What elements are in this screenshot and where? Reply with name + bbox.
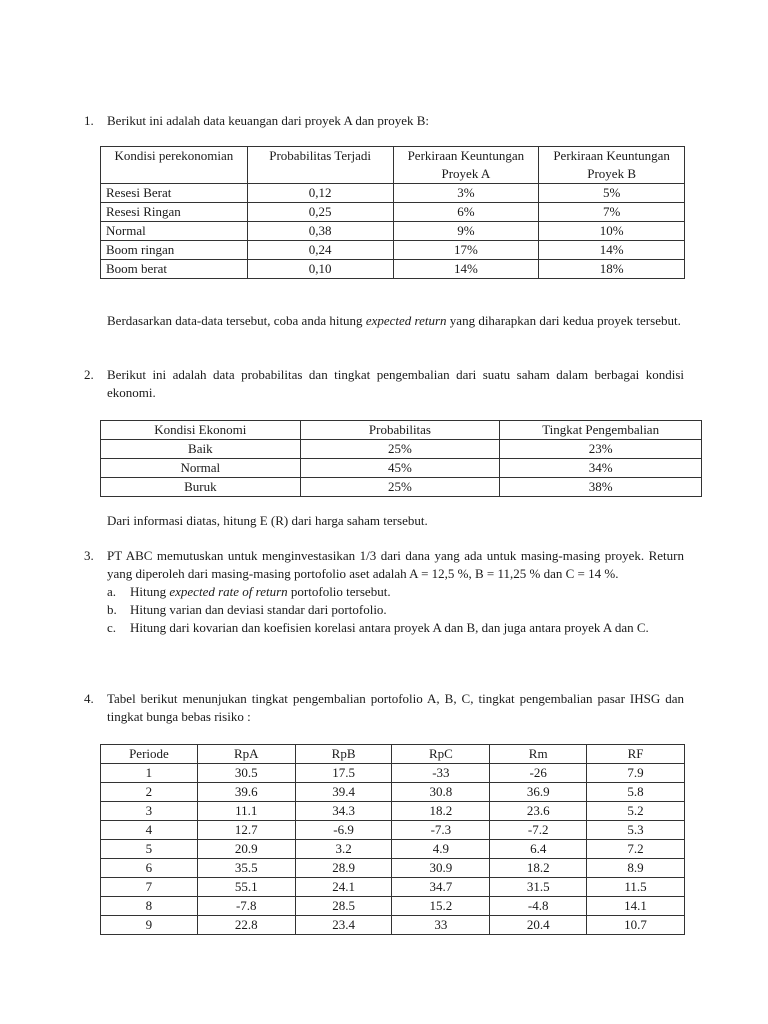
header-cell: Perkiraan Keuntungan Proyek A: [393, 147, 539, 184]
table-row: [101, 859, 685, 878]
cell: -26: [490, 764, 587, 783]
sub-question-marker: c.: [107, 620, 117, 635]
table-row: [101, 440, 702, 459]
sub-question-text: Hitung varian dan deviasi standar dari portofolio.: [130, 602, 387, 617]
cell: 7.2: [587, 840, 685, 859]
cell: 14%: [393, 260, 539, 279]
question-text: Tabel berikut menunjukan tingkat pengembalian portofolio A, B, C, tingkat pengembalian pasar IHSG dan tingkat bunga bebas risiko :: [107, 691, 684, 724]
sub-question-marker: b.: [107, 602, 117, 617]
header-cell: RpB: [295, 745, 392, 764]
cell: 3: [101, 802, 198, 821]
cell: 7%: [539, 203, 685, 222]
header-cell: Probabilitas Terjadi: [247, 147, 393, 184]
question-1: [84, 112, 684, 130]
cell: -33: [392, 764, 490, 783]
header-cell: RF: [587, 745, 685, 764]
table-row: [101, 478, 702, 497]
header-cell: RpA: [197, 745, 295, 764]
table-row: [101, 878, 685, 897]
sub-question-b: [107, 601, 684, 619]
table-row: [101, 916, 685, 935]
header-cell: RpC: [392, 745, 490, 764]
header-cell: Tingkat Pengembalian: [500, 421, 702, 440]
cell: 31.5: [490, 878, 587, 897]
cell: 4: [101, 821, 198, 840]
question-number: 4.: [84, 691, 94, 706]
cell: 14%: [539, 241, 685, 260]
question-text: PT ABC memutuskan untuk menginvestasikan 1/3 dari dana yang ada untuk masing-masing proyek. Return yang diperoleh dari masing-masing portofolio aset adalah A = 12,5 %, B = 11,25 % dan C = 14 %.: [107, 548, 684, 581]
table-proyek-ab: [100, 146, 685, 279]
header-cell: Kondisi perekonomian: [101, 147, 248, 184]
cell: 22.8: [197, 916, 295, 935]
cell: 11.1: [197, 802, 295, 821]
cell: 18.2: [490, 859, 587, 878]
cell: 5.8: [587, 783, 685, 802]
table-kondisi-ekonomi: [100, 420, 702, 497]
cell: 5%: [539, 184, 685, 203]
cell: 20.4: [490, 916, 587, 935]
cell: 11.5: [587, 878, 685, 897]
cell: 10.7: [587, 916, 685, 935]
cell: 3%: [393, 184, 539, 203]
cell: 34.7: [392, 878, 490, 897]
cell: 8.9: [587, 859, 685, 878]
cell: 15.2: [392, 897, 490, 916]
cell: Resesi Ringan: [101, 203, 248, 222]
sub-question-c: [107, 619, 684, 637]
cell: 5.3: [587, 821, 685, 840]
cell: 55.1: [197, 878, 295, 897]
cell: Baik: [101, 440, 301, 459]
sub-question-list: [107, 583, 684, 637]
cell: 12.7: [197, 821, 295, 840]
header-cell: Perkiraan Keuntungan Proyek B: [539, 147, 685, 184]
cell: 35.5: [197, 859, 295, 878]
cell: 17%: [393, 241, 539, 260]
cell: 24.1: [295, 878, 392, 897]
cell: 9%: [393, 222, 539, 241]
note-emphasis: expected return: [365, 313, 447, 328]
table-row: [101, 783, 685, 802]
table-row: [101, 821, 685, 840]
cell: 45%: [300, 459, 500, 478]
note-text: yang diharapkan dari kedua proyek tersebut.: [446, 313, 681, 328]
cell: 10%: [539, 222, 685, 241]
table-row: [101, 802, 685, 821]
question-2: [84, 366, 684, 402]
cell: Resesi Berat: [101, 184, 248, 203]
cell: 0,25: [247, 203, 393, 222]
table-row: [101, 184, 685, 203]
cell: Boom ringan: [101, 241, 248, 260]
cell: 30.8: [392, 783, 490, 802]
table-row: [101, 897, 685, 916]
cell: 30.9: [392, 859, 490, 878]
table-header-row: [101, 421, 702, 440]
header-cell: Probabilitas: [300, 421, 500, 440]
cell: 7: [101, 878, 198, 897]
cell: -7.2: [490, 821, 587, 840]
cell: 0,38: [247, 222, 393, 241]
cell: -7.3: [392, 821, 490, 840]
cell: 0,10: [247, 260, 393, 279]
sub-question-text: Hitung: [130, 584, 170, 599]
cell: Normal: [101, 222, 248, 241]
cell: 38%: [500, 478, 702, 497]
question-number: 3.: [84, 548, 94, 563]
question-2-note: Dari informasi diatas, hitung E (R) dari harga saham tersebut.: [107, 513, 428, 528]
cell: 3.2: [295, 840, 392, 859]
sub-question-text: portofolio tersebut.: [287, 584, 391, 599]
cell: 33: [392, 916, 490, 935]
cell: Boom berat: [101, 260, 248, 279]
sub-question-emphasis: expected rate of return: [169, 584, 288, 599]
question-text: Berikut ini adalah data keuangan dari proyek A dan proyek B:: [107, 113, 430, 128]
cell: 34.3: [295, 802, 392, 821]
cell: 6%: [393, 203, 539, 222]
cell: 23.4: [295, 916, 392, 935]
cell: 30.5: [197, 764, 295, 783]
cell: Normal: [101, 459, 301, 478]
cell: 28.9: [295, 859, 392, 878]
cell: 25%: [300, 478, 500, 497]
cell: 0,24: [247, 241, 393, 260]
table-header-row: [101, 745, 685, 764]
table-row: [101, 203, 685, 222]
question-1-note: [107, 312, 685, 330]
cell: 1: [101, 764, 198, 783]
question-text: Berikut ini adalah data probabilitas dan tingkat pengembalian dari suatu saham dalam berbagai kondisi ekonomi.: [107, 367, 684, 400]
header-cell: Rm: [490, 745, 587, 764]
cell: -6.9: [295, 821, 392, 840]
table-row: [101, 840, 685, 859]
cell: 6.4: [490, 840, 587, 859]
cell: 34%: [500, 459, 702, 478]
cell: 0,12: [247, 184, 393, 203]
question-3: [84, 547, 684, 637]
cell: 6: [101, 859, 198, 878]
table-row: [101, 241, 685, 260]
header-cell: Periode: [101, 745, 198, 764]
cell: 5: [101, 840, 198, 859]
cell: 23.6: [490, 802, 587, 821]
table-header-row: [101, 147, 685, 184]
cell: -4.8: [490, 897, 587, 916]
cell: 5.2: [587, 802, 685, 821]
table-row: [101, 260, 685, 279]
table-row: [101, 222, 685, 241]
cell: 36.9: [490, 783, 587, 802]
sub-question-a: [107, 583, 684, 601]
cell: 20.9: [197, 840, 295, 859]
cell: 14.1: [587, 897, 685, 916]
cell: 39.6: [197, 783, 295, 802]
cell: 28.5: [295, 897, 392, 916]
cell: 4.9: [392, 840, 490, 859]
cell: 39.4: [295, 783, 392, 802]
cell: 9: [101, 916, 198, 935]
cell: 25%: [300, 440, 500, 459]
cell: 2: [101, 783, 198, 802]
cell: 7.9: [587, 764, 685, 783]
sub-question-marker: a.: [107, 584, 117, 599]
header-cell: Kondisi Ekonomi: [101, 421, 301, 440]
table-row: [101, 764, 685, 783]
cell: 23%: [500, 440, 702, 459]
question-4: [84, 690, 684, 726]
note-text: Berdasarkan data-data tersebut, coba anda hitung: [107, 313, 366, 328]
cell: Buruk: [101, 478, 301, 497]
question-number: 2.: [84, 367, 94, 382]
cell: 17.5: [295, 764, 392, 783]
table-row: [101, 459, 702, 478]
cell: 18.2: [392, 802, 490, 821]
table-portofolio: [100, 744, 685, 935]
question-number: 1.: [84, 113, 94, 128]
sub-question-text: Hitung dari kovarian dan koefisien korelasi antara proyek A dan B, dan juga antara proyek A dan C.: [130, 620, 649, 635]
cell: -7.8: [197, 897, 295, 916]
cell: 18%: [539, 260, 685, 279]
cell: 8: [101, 897, 198, 916]
